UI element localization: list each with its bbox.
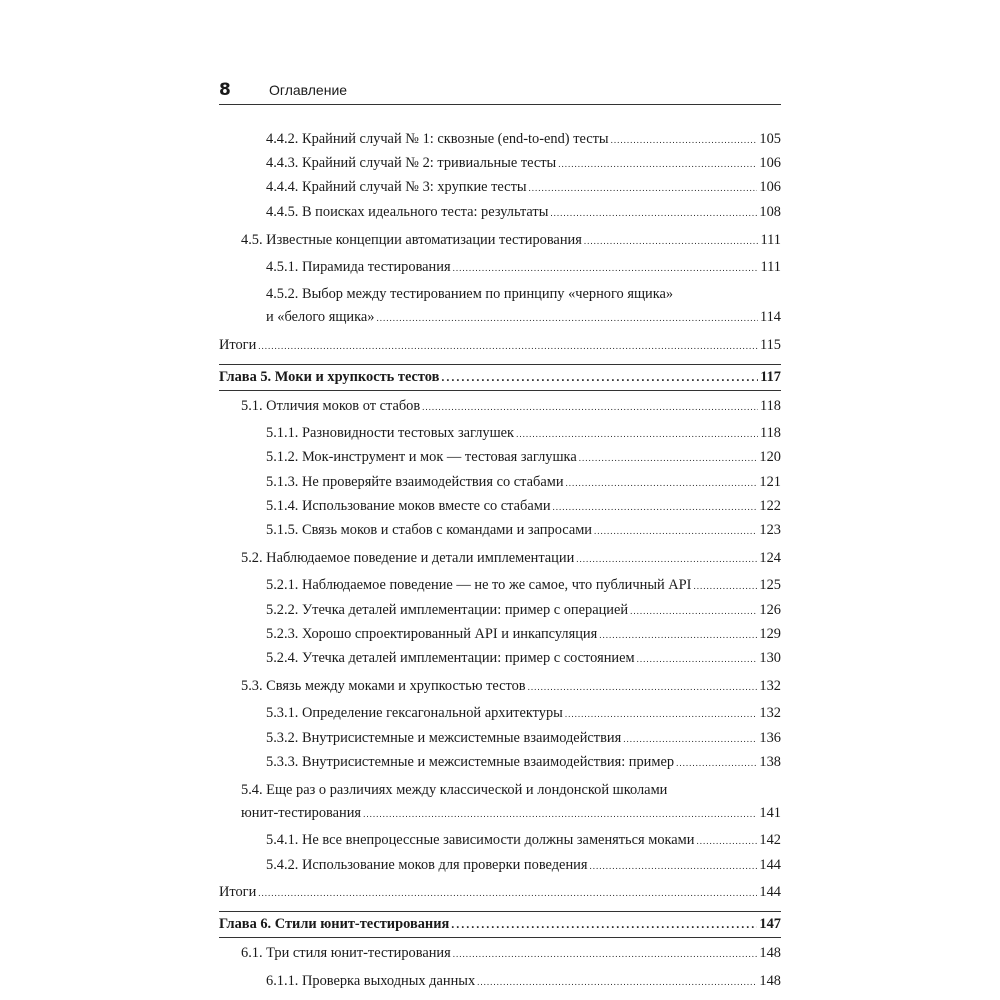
- toc-entry-page: 124: [759, 550, 781, 567]
- toc-entry-label: 5.4.1. Не все внепроцессные зависимости должны заменяться моками: [266, 832, 695, 849]
- toc-entry-page: 138: [759, 753, 781, 770]
- toc-entry-5-1-4[interactable]: [219, 495, 781, 519]
- dot-leader: [453, 943, 758, 966]
- toc-entry-page: 141: [759, 805, 781, 822]
- toc-entry-label: 5.1.3. Не проверяйте взаимодействия со стабами: [266, 473, 564, 490]
- toc-entry-label: 4.5. Известные концепции автоматизации тестирования: [241, 231, 582, 248]
- dot-leader: [422, 396, 758, 419]
- toc-entry-label: 5.3.3. Внутрисистемные и межсистемные взаимодействия: пример: [266, 753, 675, 770]
- toc-entry-5-2-1[interactable]: [219, 574, 781, 598]
- toc-entry-label: 5.3. Связь между моками и хрупкостью тестов: [241, 678, 526, 695]
- toc-entry-page: 106: [759, 179, 781, 196]
- toc-entry-page: 118: [759, 425, 781, 442]
- toc-entry-page: 118: [759, 398, 781, 415]
- toc-entry-label: 4.4.5. В поисках идеального теста: результаты: [266, 203, 549, 220]
- chapter-6-block: [219, 911, 781, 938]
- chapter-title: Глава 6. Стили юнит-тестирования: [219, 916, 450, 933]
- toc-entry-5-4[interactable]: [219, 779, 781, 826]
- toc-entry-5-1-2[interactable]: [219, 446, 781, 470]
- toc-entry-6-1[interactable]: [219, 942, 781, 966]
- running-title: Оглавление: [269, 82, 348, 98]
- toc-entry-page: 136: [759, 729, 781, 746]
- toc-entry-label: и «белого ящика»: [266, 309, 375, 326]
- dot-leader: [516, 423, 758, 446]
- toc-entry-label: 5.1.4. Использование моков вместе со стабами: [266, 497, 551, 514]
- toc-entry-4-5-2[interactable]: [219, 283, 781, 330]
- toc-entry-label: Итоги: [219, 883, 257, 900]
- toc-entry-4-4-4[interactable]: [219, 176, 781, 200]
- dot-leader: [566, 472, 758, 495]
- toc-entry-page: 108: [759, 203, 781, 220]
- toc-entry-4-5-1[interactable]: [219, 256, 781, 280]
- dot-leader: [623, 728, 757, 751]
- dot-leader: [258, 882, 757, 905]
- toc-entry-page: 148: [759, 972, 781, 989]
- toc-entry-page: 126: [759, 601, 781, 618]
- toc-entry-page: 123: [759, 522, 781, 539]
- toc-entry-5-4-2[interactable]: [219, 854, 781, 878]
- toc-entry-label: 5.2.4. Утечка деталей имплементации: пример с состоянием: [266, 650, 635, 667]
- toc-entry-page: 120: [759, 449, 781, 466]
- table-of-contents: [219, 128, 781, 994]
- toc-entry-5-1-1[interactable]: [219, 422, 781, 446]
- chapter-page: 147: [759, 916, 781, 933]
- toc-entry-page: 132: [759, 705, 781, 722]
- toc-entry-page: 142: [759, 832, 781, 849]
- toc-entry-label: Итоги: [219, 336, 257, 353]
- toc-entry-page: 130: [759, 650, 781, 667]
- chapter-5-block: [219, 364, 781, 391]
- toc-entry-label: 4.5.1. Пирамида тестирования: [266, 259, 451, 276]
- toc-entry-page: 122: [759, 497, 781, 514]
- dot-leader: [451, 913, 757, 936]
- toc-entry-page: 111: [760, 231, 781, 248]
- toc-entry-page: 129: [759, 625, 781, 642]
- toc-entry-summary-5[interactable]: [219, 881, 781, 905]
- toc-entry-5-1-3[interactable]: [219, 471, 781, 495]
- dot-leader: [599, 624, 757, 647]
- toc-entry-label: 5.4.2. Использование моков для проверки поведения: [266, 856, 588, 873]
- toc-entry-summary-4[interactable]: [219, 334, 781, 358]
- dot-leader: [576, 548, 757, 571]
- toc-entry-6-1-1[interactable]: [219, 970, 781, 994]
- toc-entry-5-4-1[interactable]: [219, 829, 781, 853]
- dot-leader: [584, 230, 759, 253]
- toc-entry-line2: [266, 306, 781, 330]
- toc-entry-page: 114: [759, 309, 781, 326]
- toc-entry-5-3[interactable]: [219, 675, 781, 699]
- toc-entry-4-5[interactable]: [219, 229, 781, 253]
- toc-entry-page: 115: [759, 336, 781, 353]
- toc-entry-label: 5.2.1. Наблюдаемое поведение — не то же самое, что публичный API: [266, 577, 692, 594]
- dot-leader: [693, 575, 757, 598]
- toc-entry-page: 111: [760, 259, 781, 276]
- toc-entry-label: 4.4.2. Крайний случай № 1: сквозные (end-to-end) тесты: [266, 131, 609, 147]
- page-header: [219, 80, 781, 105]
- toc-chapter-6[interactable]: [219, 913, 781, 936]
- toc-entry-5-3-2[interactable]: [219, 727, 781, 751]
- toc-entry-line2: [241, 802, 781, 826]
- toc-entry-page: 144: [759, 856, 781, 873]
- dot-leader: [376, 307, 757, 330]
- chapter-title: Глава 5. Моки и хрупкость тестов: [219, 368, 440, 385]
- dot-leader: [579, 447, 758, 470]
- toc-entry-5-3-3[interactable]: [219, 751, 781, 775]
- toc-entry-label: 6.1. Три стиля юнит-тестирования: [241, 945, 451, 962]
- toc-entry-page: 148: [759, 945, 781, 962]
- toc-entry-5-1-5[interactable]: [219, 519, 781, 543]
- dot-leader: [553, 496, 758, 519]
- dot-leader: [637, 648, 758, 671]
- toc-entry-label: 5.1.5. Связь моков и стабов с командами и запросами: [266, 522, 593, 539]
- chapter-page: 117: [760, 368, 781, 385]
- toc-entry-label: 5.2. Наблюдаемое поведение и детали имплементации: [241, 550, 575, 567]
- dot-leader: [453, 257, 759, 280]
- dot-leader: [589, 855, 757, 878]
- toc-entry-4-4-5[interactable]: [219, 201, 781, 225]
- toc-entry-label: 5.3.1. Определение гексагональной архитектуры: [266, 705, 563, 722]
- toc-entry-label-line1: 4.5.2. Выбор между тестированием по принципу «черного ящика»: [266, 286, 674, 303]
- toc-entry-label: 5.1. Отличия моков от стабов: [241, 398, 421, 415]
- dot-leader: [697, 830, 758, 853]
- dot-leader: [550, 202, 757, 225]
- dot-leader: [258, 335, 758, 358]
- dot-leader: [676, 752, 757, 775]
- dot-leader: [630, 600, 757, 623]
- page-number: 8: [219, 80, 231, 100]
- toc-entry-page: 125: [759, 577, 781, 594]
- toc-chapter-5[interactable]: [219, 366, 781, 389]
- dot-leader: [565, 703, 758, 726]
- toc-entry-label: 5.3.2. Внутрисистемные и межсистемные взаимодействия: [266, 729, 622, 746]
- dot-leader: [477, 971, 757, 994]
- toc-entry-4-4-3[interactable]: [219, 152, 781, 176]
- dot-leader: [529, 177, 758, 200]
- toc-entry-label: 5.1.2. Мок-инструмент и мок — тестовая заглушка: [266, 449, 577, 466]
- toc-entry-label: 5.2.2. Утечка деталей имплементации: пример с операцией: [266, 601, 629, 618]
- toc-entry-page: 132: [759, 678, 781, 695]
- toc-entry-label: 6.1.1. Проверка выходных данных: [266, 972, 476, 989]
- toc-entry-page: 121: [759, 473, 781, 490]
- toc-entry-4-4-2[interactable]: [219, 128, 781, 152]
- toc-entry-label: 4.4.4. Крайний случай № 3: хрупкие тесты: [266, 179, 527, 196]
- toc-entry-label: юнит-тестирования: [241, 805, 362, 822]
- dot-leader: [558, 153, 757, 176]
- dot-leader: [363, 803, 757, 826]
- toc-entry-label: 5.2.3. Хорошо спроектированный API и инкапсуляция: [266, 625, 598, 642]
- dot-leader: [611, 129, 758, 152]
- dot-leader: [441, 366, 758, 389]
- toc-entry-5-2-2[interactable]: [219, 599, 781, 623]
- toc-entry-5-2-3[interactable]: [219, 623, 781, 647]
- toc-entry-page: 105: [759, 131, 781, 147]
- toc-entry-label: 4.4.3. Крайний случай № 2: тривиальные тесты: [266, 155, 557, 172]
- toc-entry-label: 5.1.1. Разновидности тестовых заглушек: [266, 425, 515, 442]
- toc-entry-page: 106: [759, 155, 781, 172]
- toc-entry-5-1[interactable]: [219, 395, 781, 419]
- toc-entry-5-2-4[interactable]: [219, 647, 781, 671]
- toc-entry-page: 144: [759, 883, 781, 900]
- toc-entry-5-3-1[interactable]: [219, 702, 781, 726]
- toc-entry-5-2[interactable]: [219, 547, 781, 571]
- dot-leader: [594, 520, 757, 543]
- toc-entry-label-line1: 5.4. Еще раз о различиях между классической и лондонской школами: [241, 782, 668, 799]
- dot-leader: [528, 676, 758, 699]
